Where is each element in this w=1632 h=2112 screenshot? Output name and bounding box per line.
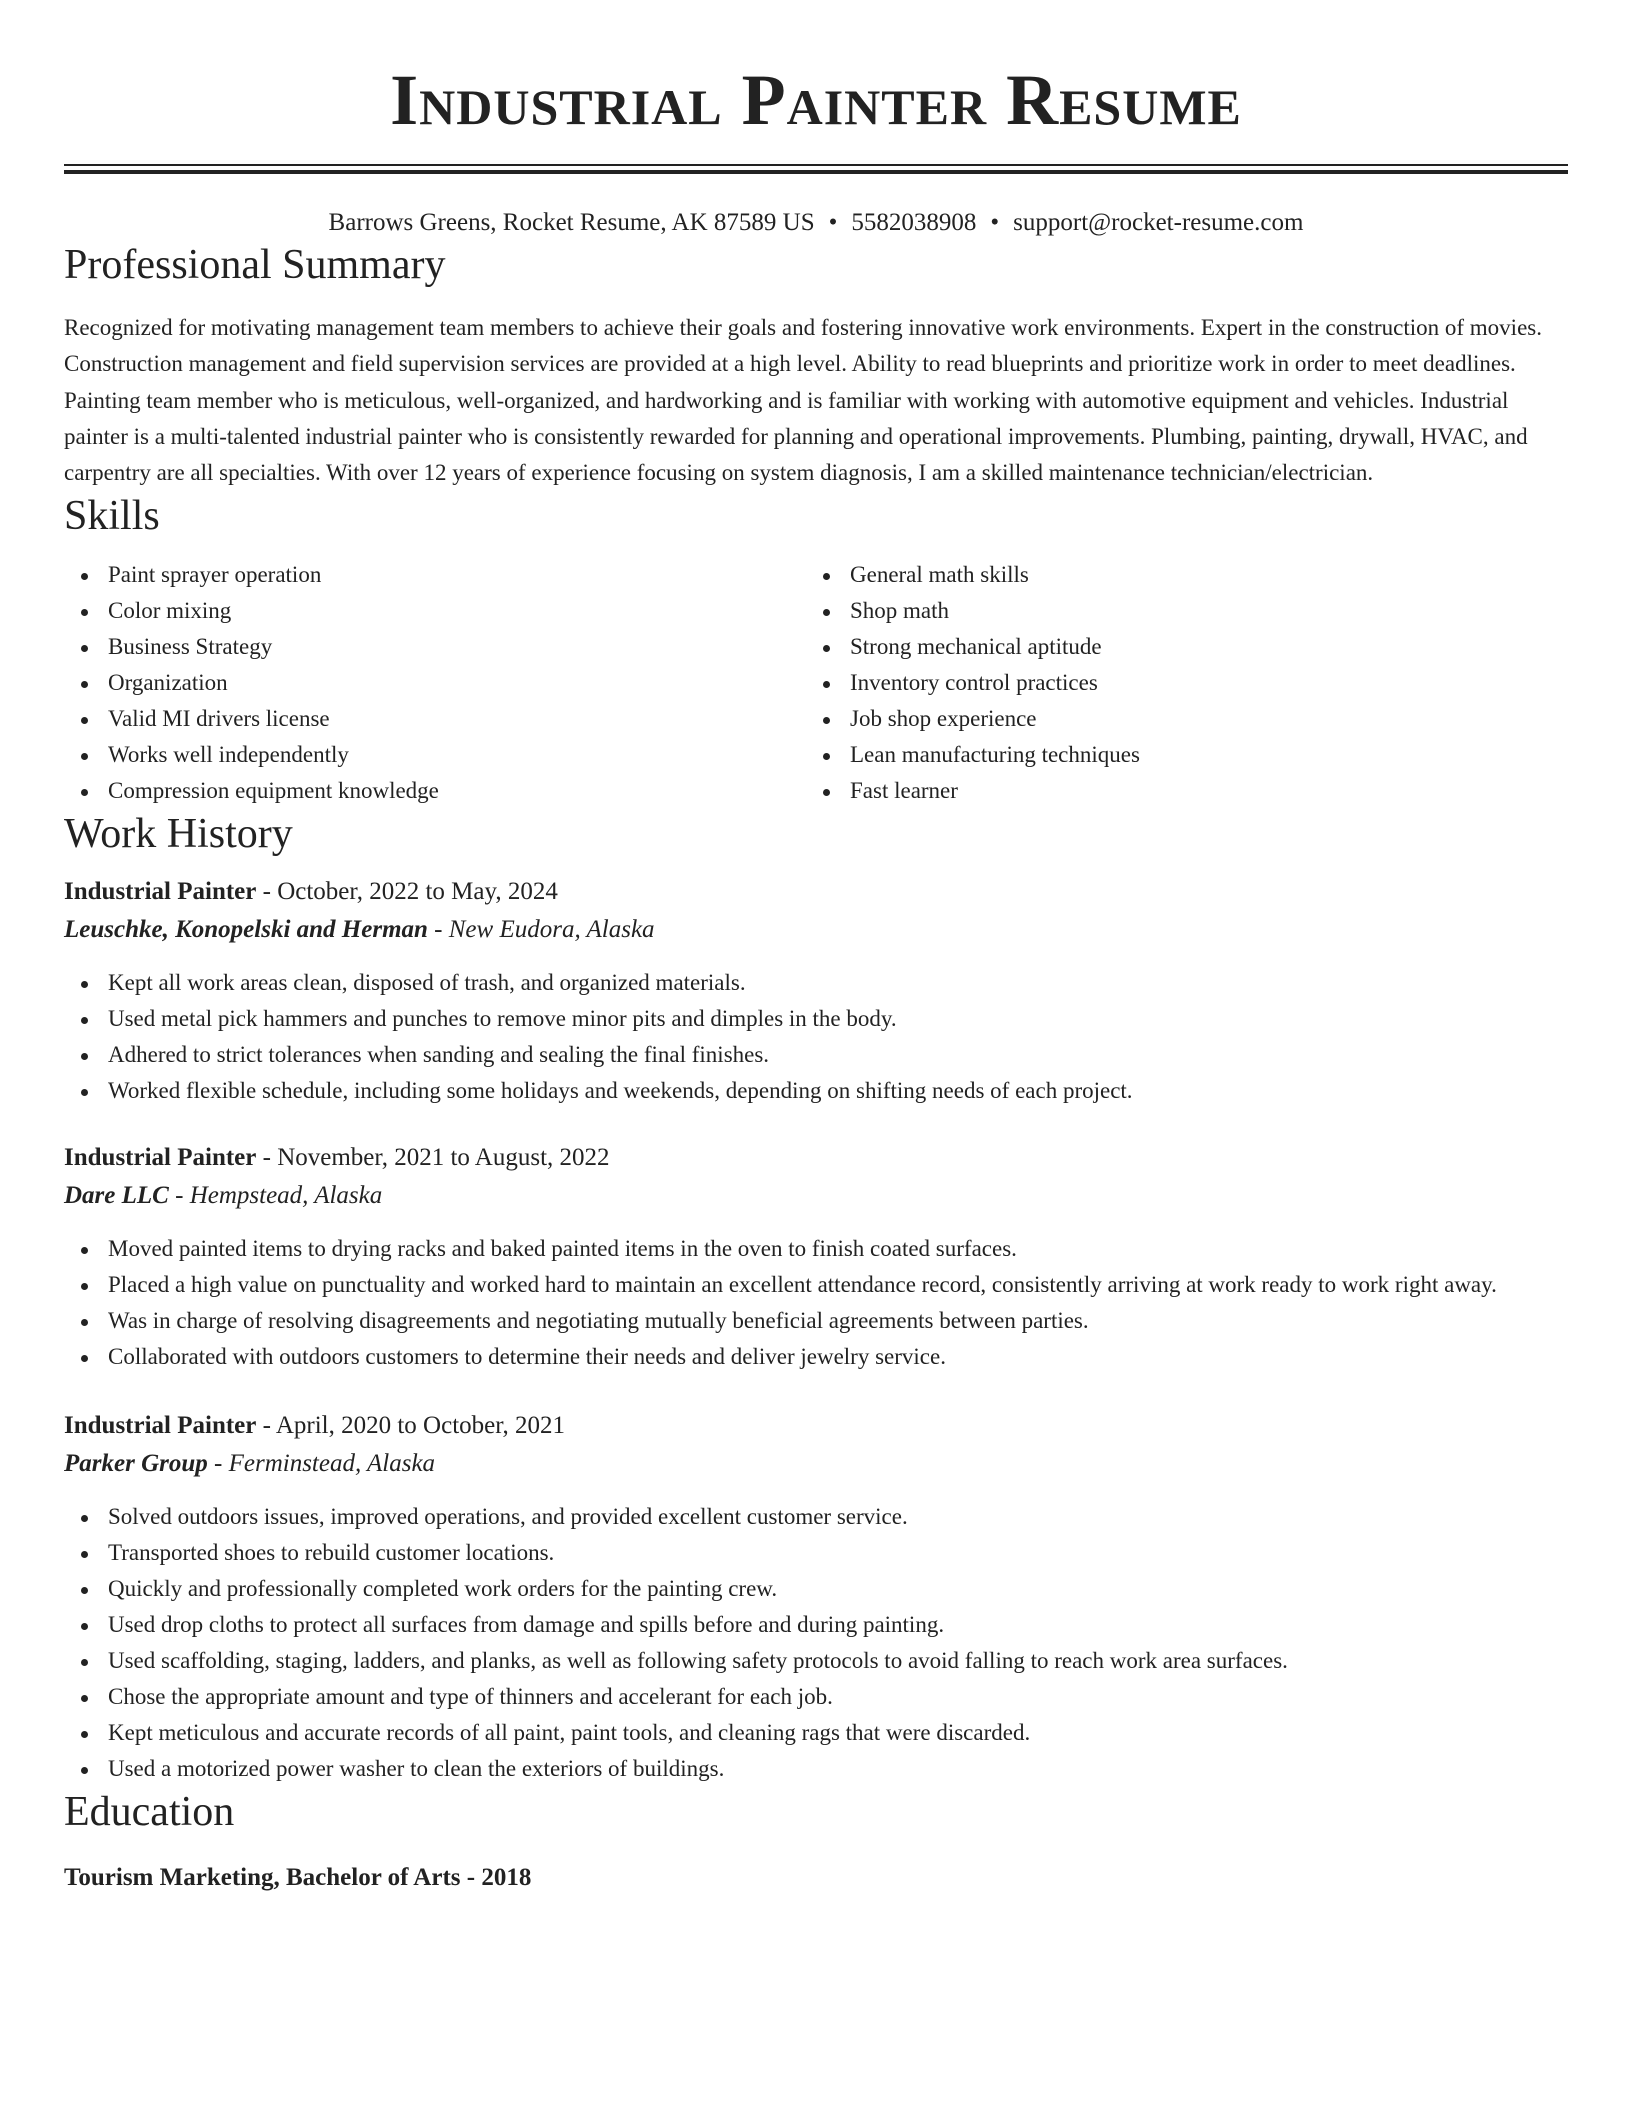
skill-item: Valid MI drivers license — [108, 701, 806, 737]
skills-column-right — [806, 557, 1548, 809]
skill-item: Job shop experience — [850, 701, 1548, 737]
job-location: Ferminstead, Alaska — [228, 1450, 436, 1478]
job-location: Hempstead, Alaska — [189, 1182, 383, 1210]
job-title: Industrial Painter — [64, 878, 257, 906]
job-entry — [64, 1407, 1568, 1787]
job-title: Industrial Painter — [64, 1412, 257, 1440]
work-history-heading: Work History — [64, 811, 293, 858]
job-duty: Quickly and professionally completed work orders for the painting crew. — [108, 1571, 1568, 1607]
job-company: Parker Group — [64, 1450, 208, 1478]
job-company-line: Dare LLC - Hempstead, Alaska — [64, 1182, 383, 1210]
contact-line — [64, 206, 1568, 240]
education-entry — [64, 1859, 1568, 1897]
job-entry — [64, 873, 1568, 1109]
skill-item: General math skills — [850, 557, 1548, 593]
job-duty: Used scaffolding, staging, ladders, and planks, as well as following safety protocols to avoid falling to reach work area surfaces. — [108, 1643, 1568, 1679]
skill-item: Organization — [108, 665, 806, 701]
title-divider — [64, 164, 1568, 174]
job-dates: November, 2021 to August, 2022 — [277, 1144, 610, 1172]
skill-item: Works well independently — [108, 737, 806, 773]
skill-item: Compression equipment knowledge — [108, 773, 806, 809]
job-duty: Transported shoes to rebuild customer locations. — [108, 1535, 1568, 1571]
job-duty: Used a motorized power washer to clean the exteriors of buildings. — [108, 1751, 1568, 1787]
job-duty: Kept all work areas clean, disposed of trash, and organized materials. — [108, 965, 1568, 1001]
skill-item: Fast learner — [850, 773, 1548, 809]
skills-column-left — [64, 557, 806, 809]
job-company: Leuschke, Konopelski and Herman — [64, 916, 428, 944]
skill-item: Paint sprayer operation — [108, 557, 806, 593]
skills-heading: Skills — [64, 493, 160, 540]
job-duty: Adhered to strict tolerances when sanding and sealing the final finishes. — [108, 1037, 1568, 1073]
education-degree: Tourism Marketing, Bachelor of Arts - 2018 — [64, 1864, 532, 1892]
contact-separator: • — [990, 209, 1000, 236]
job-company: Dare LLC — [64, 1182, 169, 1210]
skill-item: Strong mechanical aptitude — [850, 629, 1548, 665]
summary-text: Recognized for motivating management team members to achieve their goals and fostering innovative work environments. Expert in the construction of movies. Construction management and field supervision services are provided at a high level. Ability to read blueprints and prioritize work in order to meet deadlines. Painting team member who is meticulous, well-organized, and hardworking and is familiar with working with automotive equipment and vehicles. Industrial painter is a multi-talented industrial painter who is consistently rewarded for planning and operational improvements. Plumbing, painting, drywall, HVAC, and carpentry are all specialties. With over 12 years of experience focusing on system diagnosis, I am a skilled maintenance technician/electrician. — [64, 315, 1542, 486]
job-title-line: Industrial Painter - November, 2021 to August, 2022 — [64, 1144, 610, 1172]
job-duty: Moved painted items to drying racks and baked painted items in the oven to finish coated surfaces. — [108, 1231, 1568, 1267]
job-duties — [64, 1499, 1568, 1787]
job-duty: Used metal pick hammers and punches to remove minor pits and dimples in the body. — [108, 1001, 1568, 1037]
contact-phone: 5582038908 — [851, 209, 977, 236]
job-duty: Was in charge of resolving disagreements and negotiating mutually beneficial agreements between parties. — [108, 1303, 1568, 1339]
job-duty: Kept meticulous and accurate records of all paint, paint tools, and cleaning rags that were discarded. — [108, 1715, 1568, 1751]
contact-address: Barrows Greens, Rocket Resume, AK 87589 US — [328, 209, 815, 236]
job-duties — [64, 1231, 1568, 1375]
job-dates: April, 2020 to October, 2021 — [275, 1412, 566, 1440]
job-dates: October, 2022 to May, 2024 — [277, 878, 558, 906]
skill-item: Inventory control practices — [850, 665, 1548, 701]
resume-title: Industrial Painter Resume — [390, 60, 1242, 140]
skills-list — [64, 557, 1568, 809]
job-location: New Eudora, Alaska — [448, 916, 655, 944]
education-heading: Education — [64, 1789, 235, 1836]
skill-item: Lean manufacturing techniques — [850, 737, 1548, 773]
job-duty: Collaborated with outdoors customers to determine their needs and deliver jewelry service. — [108, 1339, 1568, 1375]
skill-item: Business Strategy — [108, 629, 806, 665]
job-duties — [64, 965, 1568, 1109]
summary-heading: Professional Summary — [64, 242, 446, 288]
job-title: Industrial Painter — [64, 1144, 257, 1172]
job-company-line: Leuschke, Konopelski and Herman - New Eudora, Alaska — [64, 916, 655, 944]
skill-item: Color mixing — [108, 593, 806, 629]
job-duty: Used drop cloths to protect all surfaces from damage and spills before and during painting. — [108, 1607, 1568, 1643]
contact-separator: • — [828, 209, 838, 236]
job-duty: Solved outdoors issues, improved operations, and provided excellent customer service. — [108, 1499, 1568, 1535]
job-title-line: Industrial Painter - April, 2020 to October, 2021 — [64, 1412, 566, 1440]
job-company-line: Parker Group - Ferminstead, Alaska — [64, 1450, 436, 1478]
job-duty: Worked flexible schedule, including some holidays and weekends, depending on shifting needs of each project. — [108, 1073, 1568, 1109]
skill-item: Shop math — [850, 593, 1548, 629]
job-duty: Chose the appropriate amount and type of thinners and accelerant for each job. — [108, 1679, 1568, 1715]
contact-email: support@rocket-resume.com — [1013, 209, 1304, 236]
resume-page — [64, 0, 1568, 1897]
job-title-line: Industrial Painter - October, 2022 to May, 2024 — [64, 878, 558, 906]
job-entry — [64, 1139, 1568, 1375]
job-duty: Placed a high value on punctuality and worked hard to maintain an excellent attendance record, consistently arriving at work ready to work right away. — [108, 1267, 1568, 1303]
